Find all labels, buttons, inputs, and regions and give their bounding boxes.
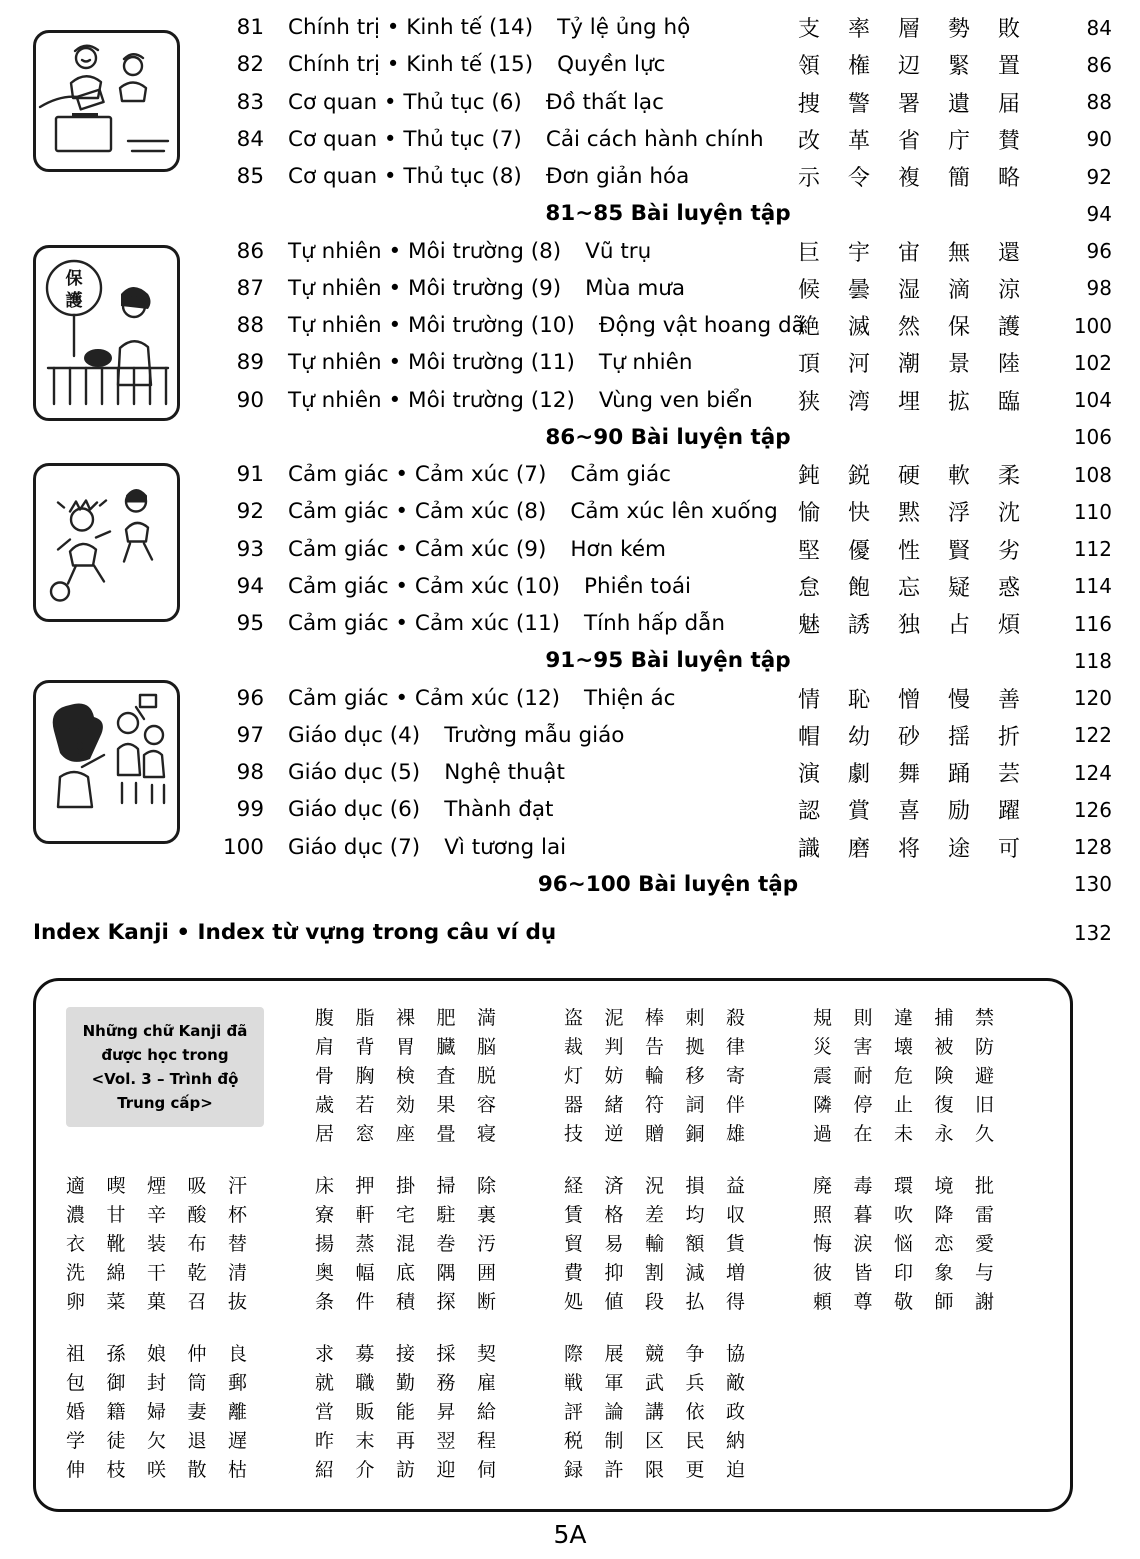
sign-text-line2: 護 bbox=[65, 291, 83, 311]
toc-lesson-row bbox=[0, 84, 1140, 121]
lesson-category: Cơ quan • Thủ tục (7) bbox=[288, 126, 522, 152]
kanji-row: 貿易輸額貨 bbox=[564, 1233, 767, 1255]
kanji-row: 震耐危険避 bbox=[813, 1065, 1016, 1087]
toc-lesson-row bbox=[0, 568, 1140, 605]
kanji-row: 頼尊敬師謝 bbox=[813, 1291, 1016, 1313]
sign-text-line1: 保 bbox=[65, 269, 83, 289]
lesson-category: Cảm giác • Cảm xúc (10) bbox=[288, 573, 561, 599]
lesson-category: Cảm giác • Cảm xúc (9) bbox=[288, 536, 547, 562]
kanji-group bbox=[66, 1343, 301, 1489]
lesson-kanji: 狭湾埋拡臨 bbox=[798, 389, 1049, 415]
lesson-kanji: 識磨将途可 bbox=[798, 836, 1049, 862]
page-number: 120 bbox=[1073, 686, 1112, 711]
lesson-category: Cảm giác • Cảm xúc (11) bbox=[288, 611, 561, 637]
lesson-number: 89 bbox=[236, 350, 264, 376]
lesson-topic: Động vật hoang dã bbox=[598, 313, 805, 339]
toc-practice-row bbox=[0, 866, 1140, 903]
kanji-group bbox=[315, 1343, 550, 1489]
page-number: 128 bbox=[1073, 835, 1112, 860]
toc-lesson-row bbox=[0, 531, 1140, 568]
lesson-category: Giáo dục (7) bbox=[288, 834, 421, 860]
kanji-group bbox=[813, 1175, 1048, 1321]
lesson-category: Tự nhiên • Môi trường (10) bbox=[288, 313, 575, 339]
page-number: 132 bbox=[1073, 920, 1112, 945]
page-number-label: 5A bbox=[553, 1520, 587, 1549]
page-number: 116 bbox=[1073, 611, 1112, 636]
lesson-number: 83 bbox=[236, 89, 264, 115]
kanji-row: 揚蒸混巻汚 bbox=[315, 1233, 518, 1255]
lesson-topic: Tính hấp dẫn bbox=[584, 611, 725, 637]
kanji-label-line: <Vol. 3 – Trình độ bbox=[91, 1070, 239, 1088]
lesson-title bbox=[288, 164, 798, 189]
page-number: 84 bbox=[1086, 15, 1112, 40]
lesson-kanji: 頂河潮景陸 bbox=[798, 352, 1049, 378]
kanji-row: 衣靴装布替 bbox=[66, 1233, 269, 1255]
page-number: 88 bbox=[1086, 90, 1112, 115]
kanji-row: 隣停止復旧 bbox=[813, 1094, 1016, 1116]
page-number: 104 bbox=[1073, 388, 1112, 413]
toc-lesson-row bbox=[0, 791, 1140, 828]
page-footer bbox=[0, 1520, 1140, 1549]
kanji-row: 骨胸検査脱 bbox=[315, 1065, 518, 1087]
lesson-kanji: 堅優性賢劣 bbox=[798, 538, 1049, 564]
kanji-row: 歳若効果容 bbox=[315, 1094, 518, 1116]
kanji-row: 処値段払得 bbox=[564, 1291, 767, 1313]
practice-label: 96~100 Bài luyện tập bbox=[537, 871, 799, 897]
lesson-number: 88 bbox=[236, 313, 264, 339]
lesson-number: 90 bbox=[236, 387, 264, 413]
kanji-row: 伸枝咲散枯 bbox=[66, 1459, 269, 1481]
page-number: 90 bbox=[1086, 127, 1112, 152]
lesson-topic: Cải cách hành chính bbox=[545, 126, 764, 152]
lesson-title bbox=[288, 835, 798, 860]
lesson-kanji: 絶滅然保護 bbox=[798, 315, 1049, 341]
lesson-kanji: 領権辺緊置 bbox=[798, 54, 1049, 80]
toc-lesson-row bbox=[0, 9, 1140, 46]
page-number: 126 bbox=[1073, 797, 1112, 822]
practice-label: 81~85 Bài luyện tập bbox=[545, 201, 791, 227]
lesson-category: Giáo dục (6) bbox=[288, 797, 421, 823]
lesson-title bbox=[288, 760, 798, 785]
practice-label: 86~90 Bài luyện tập bbox=[545, 424, 791, 450]
lesson-kanji: 情恥憎慢善 bbox=[798, 687, 1049, 713]
lesson-title bbox=[288, 52, 798, 77]
lesson-title bbox=[288, 723, 798, 748]
kanji-row: 照暮吹降雷 bbox=[813, 1204, 1016, 1226]
toc-lesson-row bbox=[0, 717, 1140, 754]
kanji-row: 腹脂裸肥満 bbox=[315, 1007, 518, 1029]
kanji-row: 祖孫娘仲良 bbox=[66, 1343, 269, 1365]
kanji-row: 就職勤務雇 bbox=[315, 1372, 518, 1394]
lesson-kanji: 捜警署遺届 bbox=[798, 91, 1049, 117]
kanji-row: 災害壊被防 bbox=[813, 1036, 1016, 1058]
lesson-kanji: 鈍鋭硬軟柔 bbox=[798, 464, 1049, 490]
lesson-title bbox=[288, 499, 798, 524]
lesson-kanji: 魅誘独占煩 bbox=[798, 613, 1049, 639]
lesson-number: 94 bbox=[236, 573, 264, 599]
kanji-row: 技逆贈銅雄 bbox=[564, 1123, 767, 1145]
kanji-group bbox=[564, 1175, 799, 1321]
lesson-category: Cảm giác • Cảm xúc (7) bbox=[288, 462, 547, 488]
lesson-number: 85 bbox=[236, 164, 264, 190]
lesson-topic: Tỷ lệ ủng hộ bbox=[557, 15, 691, 41]
toc-lesson-row bbox=[0, 456, 1140, 493]
lesson-category: Cơ quan • Thủ tục (6) bbox=[288, 89, 522, 115]
kanji-row: 廃毒環境批 bbox=[813, 1175, 1016, 1197]
page-number: 86 bbox=[1086, 52, 1112, 77]
kanji-row: 婚籍婦妻離 bbox=[66, 1401, 269, 1423]
lesson-number: 81 bbox=[236, 15, 264, 41]
lesson-title bbox=[288, 276, 798, 301]
lesson-kanji: 演劇舞踊芸 bbox=[798, 762, 1049, 788]
toc-lesson-row bbox=[0, 493, 1140, 530]
kanji-row: 肩背胃臓脳 bbox=[315, 1036, 518, 1058]
lesson-title bbox=[288, 462, 798, 487]
toc-lesson-row bbox=[0, 121, 1140, 158]
kanji-row: 洗綿干乾清 bbox=[66, 1262, 269, 1284]
kanji-row: 録許限更迫 bbox=[564, 1459, 767, 1481]
kanji-row: 彼皆印象与 bbox=[813, 1262, 1016, 1284]
lesson-number: 87 bbox=[236, 275, 264, 301]
kanji-grid bbox=[66, 1007, 1048, 1489]
lesson-topic: Thiện ác bbox=[584, 685, 676, 711]
lesson-number: 95 bbox=[236, 611, 264, 637]
toc-lesson-row bbox=[0, 46, 1140, 83]
toc-lesson-row bbox=[0, 605, 1140, 642]
page-number: 106 bbox=[1073, 425, 1112, 450]
lesson-number: 100 bbox=[222, 834, 264, 860]
page-number: 92 bbox=[1086, 164, 1112, 189]
toc-lesson-row bbox=[0, 680, 1140, 717]
page-number: 96 bbox=[1086, 239, 1112, 264]
toc-lesson-row bbox=[0, 233, 1140, 270]
lesson-topic: Hơn kém bbox=[570, 536, 666, 562]
page-number: 102 bbox=[1073, 350, 1112, 375]
lesson-kanji: 愉快黙浮沈 bbox=[798, 501, 1049, 527]
lesson-number: 99 bbox=[236, 797, 264, 823]
kanji-row: 際展競争協 bbox=[564, 1343, 767, 1365]
toc-lesson-row bbox=[0, 158, 1140, 195]
lesson-topic: Phiền toái bbox=[584, 573, 692, 599]
kanji-row: 奥幅底隅囲 bbox=[315, 1262, 518, 1284]
lesson-number: 91 bbox=[236, 462, 264, 488]
lesson-title bbox=[288, 611, 798, 636]
page-number: 108 bbox=[1073, 462, 1112, 487]
toc-lesson-row bbox=[0, 270, 1140, 307]
toc-lesson-row bbox=[0, 754, 1140, 791]
lesson-title bbox=[288, 239, 798, 264]
kanji-group bbox=[813, 1007, 1048, 1153]
page-number: 118 bbox=[1073, 648, 1112, 673]
lesson-category: Tự nhiên • Môi trường (12) bbox=[288, 387, 575, 413]
learned-kanji-box bbox=[33, 978, 1073, 1512]
lesson-category: Chính trị • Kinh tế (14) bbox=[288, 15, 534, 41]
kanji-row: 賃格差均収 bbox=[564, 1204, 767, 1226]
lesson-topic: Nghệ thuật bbox=[444, 760, 565, 786]
kanji-row: 卵菜菓召抜 bbox=[66, 1291, 269, 1313]
lesson-number: 93 bbox=[236, 536, 264, 562]
lesson-number: 96 bbox=[236, 685, 264, 711]
lesson-topic: Vì tương lai bbox=[444, 834, 567, 860]
lesson-topic: Trường mẫu giáo bbox=[444, 722, 625, 748]
kanji-row: 床押掛掃除 bbox=[315, 1175, 518, 1197]
practice-label: 91~95 Bài luyện tập bbox=[545, 648, 791, 674]
page-number: 110 bbox=[1073, 499, 1112, 524]
lesson-title bbox=[288, 127, 798, 152]
page-number: 114 bbox=[1073, 574, 1112, 599]
lesson-number: 92 bbox=[236, 499, 264, 525]
toc-lesson-row bbox=[0, 829, 1140, 866]
toc-practice-row bbox=[0, 195, 1140, 232]
kanji-label-line: được học trong bbox=[101, 1046, 229, 1064]
kanji-group bbox=[315, 1007, 550, 1153]
lesson-topic: Mùa mưa bbox=[585, 275, 686, 301]
index-row bbox=[0, 920, 1140, 945]
lesson-category: Cảm giác • Cảm xúc (12) bbox=[288, 685, 561, 711]
kanji-row: 裁判告拠律 bbox=[564, 1036, 767, 1058]
kanji-row: 費抑割減増 bbox=[564, 1262, 767, 1284]
kanji-row: 条件積探断 bbox=[315, 1291, 518, 1313]
kanji-group bbox=[564, 1343, 799, 1489]
lesson-kanji: 改革省庁賛 bbox=[798, 128, 1049, 154]
lesson-title bbox=[288, 90, 798, 115]
page-number: 122 bbox=[1073, 723, 1112, 748]
kanji-row: 昨末再翌程 bbox=[315, 1430, 518, 1452]
kanji-row: 灯妨輪移寄 bbox=[564, 1065, 767, 1087]
kanji-group bbox=[564, 1007, 799, 1153]
page-number: 130 bbox=[1073, 872, 1112, 897]
kanji-row: 紹介訪迎伺 bbox=[315, 1459, 518, 1481]
lesson-topic: Đơn giản hóa bbox=[545, 164, 690, 190]
lesson-kanji: 候曇湿滴涼 bbox=[798, 277, 1049, 303]
kanji-label-line: Những chữ Kanji đã bbox=[82, 1022, 248, 1040]
lesson-category: Tự nhiên • Môi trường (8) bbox=[288, 238, 562, 264]
lesson-topic: Cảm giác bbox=[570, 462, 671, 488]
lesson-number: 86 bbox=[236, 238, 264, 264]
lesson-number: 82 bbox=[236, 52, 264, 78]
lesson-number: 98 bbox=[236, 760, 264, 786]
lesson-kanji: 怠飽忘疑惑 bbox=[798, 575, 1049, 601]
kanji-row: 盗泥棒刺殺 bbox=[564, 1007, 767, 1029]
lesson-number: 97 bbox=[236, 722, 264, 748]
lesson-title bbox=[288, 574, 798, 599]
toc-practice-row bbox=[0, 419, 1140, 456]
kanji-row: 規則違捕禁 bbox=[813, 1007, 1016, 1029]
lesson-category: Giáo dục (5) bbox=[288, 760, 421, 786]
lesson-title bbox=[288, 15, 798, 40]
lesson-title bbox=[288, 388, 798, 413]
lesson-category: Tự nhiên • Môi trường (9) bbox=[288, 275, 562, 301]
kanji-row: 寮軒宅駐裏 bbox=[315, 1204, 518, 1226]
lesson-kanji: 示令複簡略 bbox=[798, 166, 1049, 192]
kanji-row: 居窓座畳寝 bbox=[315, 1123, 518, 1145]
lesson-number: 84 bbox=[236, 126, 264, 152]
lesson-topic: Đồ thất lạc bbox=[545, 89, 664, 115]
lesson-topic: Cảm xúc lên xuống bbox=[570, 499, 778, 525]
lesson-topic: Quyền lực bbox=[557, 52, 666, 78]
page-number: 94 bbox=[1086, 201, 1112, 226]
kanji-row: 評論講依政 bbox=[564, 1401, 767, 1423]
lesson-topic: Tự nhiên bbox=[598, 350, 693, 376]
lesson-kanji: 認賞喜励躍 bbox=[798, 799, 1049, 825]
page-number: 124 bbox=[1073, 760, 1112, 785]
kanji-group bbox=[66, 1175, 301, 1321]
lesson-title bbox=[288, 686, 798, 711]
kanji-row: 求募接採契 bbox=[315, 1343, 518, 1365]
lesson-topic: Vùng ven biển bbox=[598, 387, 753, 413]
kanji-row: 器緒符詞伴 bbox=[564, 1094, 767, 1116]
toc-lesson-row bbox=[0, 344, 1140, 381]
lesson-category: Giáo dục (4) bbox=[288, 722, 421, 748]
kanji-row: 学徒欠退遅 bbox=[66, 1430, 269, 1452]
lesson-category: Chính trị • Kinh tế (15) bbox=[288, 52, 534, 78]
lesson-title bbox=[288, 537, 798, 562]
lesson-category: Cảm giác • Cảm xúc (8) bbox=[288, 499, 547, 525]
kanji-group bbox=[315, 1175, 550, 1321]
lesson-title bbox=[288, 313, 805, 339]
kanji-row: 経済況損益 bbox=[564, 1175, 767, 1197]
page-number: 112 bbox=[1073, 537, 1112, 562]
lesson-category: Cơ quan • Thủ tục (8) bbox=[288, 164, 522, 190]
page-number: 100 bbox=[1073, 313, 1112, 338]
index-label: Index Kanji • Index từ vựng trong câu ví dụ bbox=[33, 920, 557, 945]
kanji-row: 営販能昇給 bbox=[315, 1401, 518, 1423]
lesson-kanji: 帽幼砂揺折 bbox=[798, 724, 1049, 750]
lesson-kanji: 支率層勢敗 bbox=[798, 17, 1049, 43]
lesson-topic: Thành đạt bbox=[444, 797, 554, 823]
kanji-box-label bbox=[66, 1007, 264, 1127]
kanji-row: 戦軍武兵敵 bbox=[564, 1372, 767, 1394]
kanji-row: 悔涙悩恋愛 bbox=[813, 1233, 1016, 1255]
toc-lesson-row bbox=[0, 307, 1140, 344]
lesson-title bbox=[288, 350, 798, 375]
table-of-contents bbox=[0, 9, 1140, 903]
page-number: 98 bbox=[1086, 276, 1112, 301]
kanji-row: 過在未永久 bbox=[813, 1123, 1016, 1145]
toc-lesson-row bbox=[0, 382, 1140, 419]
kanji-row: 適喫煙吸汗 bbox=[66, 1175, 269, 1197]
kanji-row: 濃甘辛酸杯 bbox=[66, 1204, 269, 1226]
kanji-label-line: Trung cấp> bbox=[117, 1094, 213, 1112]
kanji-row: 税制区民納 bbox=[564, 1430, 767, 1452]
kanji-row: 包御封筒郵 bbox=[66, 1372, 269, 1394]
lesson-category: Tự nhiên • Môi trường (11) bbox=[288, 350, 575, 376]
lesson-kanji: 巨宇宙無還 bbox=[798, 240, 1049, 266]
lesson-topic: Vũ trụ bbox=[585, 238, 652, 264]
toc-practice-row bbox=[0, 642, 1140, 679]
lesson-title bbox=[288, 797, 798, 822]
